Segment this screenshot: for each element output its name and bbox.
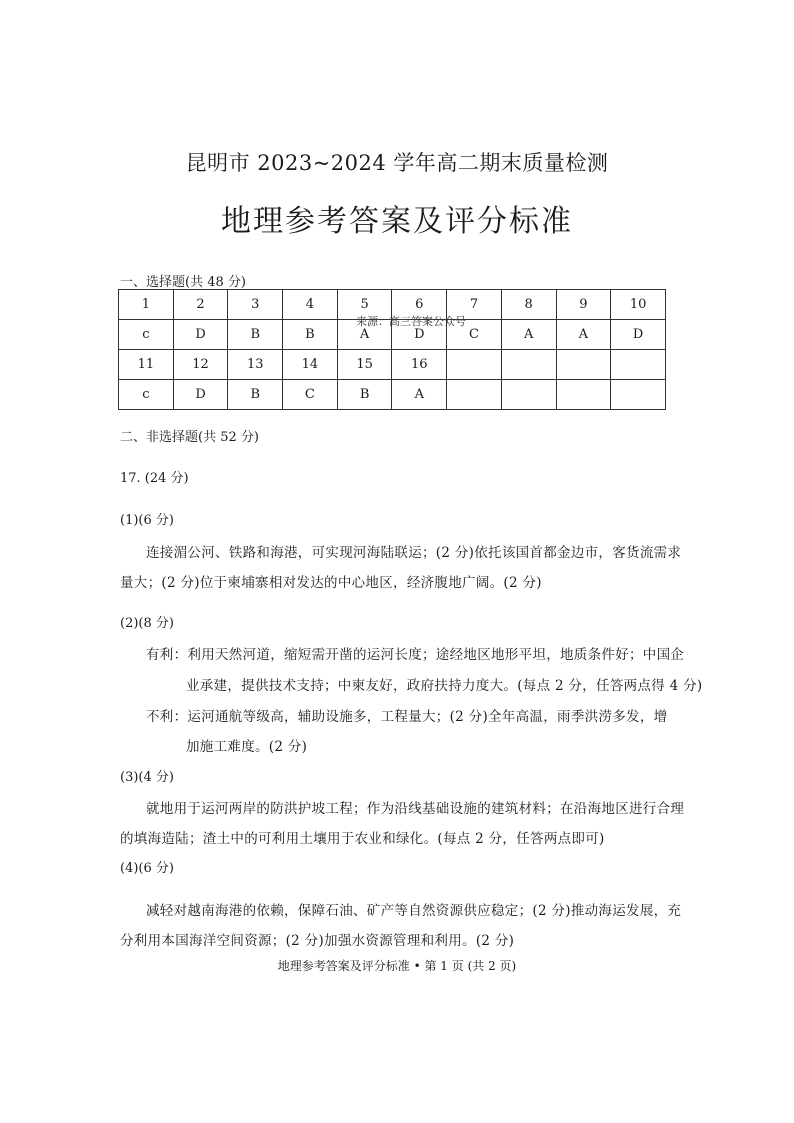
question-number: 1 (119, 290, 174, 320)
section-heading-nonchoice: 二、非选择题(共 52 分) (120, 430, 259, 445)
part-2-label: (2)(8 分) (120, 616, 174, 631)
section-heading-choice: 一、选择题(共 48 分) (120, 275, 246, 290)
part-4-text-line: 减轻对越南海港的依赖，保障石油、矿产等自然资源供应稳定；(2 分)推动海运发展，充 (146, 903, 682, 919)
answer-cell: C (447, 320, 502, 350)
answer-table (118, 289, 666, 410)
question-number: 15 (337, 350, 392, 380)
part-2-disadvantages-line: 加施工难度。(2 分) (186, 739, 308, 755)
empty-cell (611, 350, 666, 380)
question-17-label: 17. (24 分) (120, 471, 189, 486)
answer-cell: D (173, 320, 228, 350)
empty-cell (556, 380, 611, 410)
question-number: 12 (173, 350, 228, 380)
answer-cell: A (337, 320, 392, 350)
document-title: 地理参考答案及评分标准 (221, 204, 573, 239)
question-number: 8 (501, 290, 556, 320)
question-number: 11 (119, 350, 174, 380)
part-1-text-line: 量大；(2 分)位于柬埔寨相对发达的中心地区，经济腹地广阔。(2 分) (120, 575, 542, 591)
answer-cell: D (611, 320, 666, 350)
table-row (119, 380, 666, 410)
answer-cell: A (392, 380, 447, 410)
empty-cell (447, 350, 502, 380)
question-number: 9 (556, 290, 611, 320)
question-number: 10 (611, 290, 666, 320)
question-number: 4 (283, 290, 338, 320)
exam-title: 昆明市 2023~2024 学年高二期末质量检测 (185, 151, 609, 175)
question-number: 14 (283, 350, 338, 380)
part-2-disadvantages-line: 不利：运河通航等级高，辅助设施多，工程量大；(2 分)全年高温，雨季洪涝多发，增 (146, 709, 668, 725)
empty-cell (501, 380, 556, 410)
part-1-text-line: 连接湄公河、铁路和海港，可实现河海陆联运；(2 分)依托该国首都金边市，客货流需求 (146, 545, 682, 561)
answer-cell: A (501, 320, 556, 350)
answer-cell: c (119, 380, 174, 410)
part-4-label: (4)(6 分) (120, 861, 174, 876)
empty-cell (447, 380, 502, 410)
answer-cell: D (392, 320, 447, 350)
answer-cell: B (228, 320, 283, 350)
empty-cell (501, 350, 556, 380)
question-number: 6 (392, 290, 447, 320)
question-number: 3 (228, 290, 283, 320)
part-2-advantages-line: 有利：利用天然河道，缩短需开凿的运河长度；途经地区地形平坦，地质条件好；中国企 (146, 647, 685, 663)
part-3-label: (3)(4 分) (120, 770, 174, 785)
question-number: 7 (447, 290, 502, 320)
part-4-text-line: 分利用本国海洋空间资源；(2 分)加强水资源管理和利用。(2 分) (120, 933, 515, 949)
question-number: 2 (173, 290, 228, 320)
part-2-advantages-line: 业承建，提供技术支持；中柬友好，政府扶持力度大。(每点 2 分，任答两点得 4 分) (186, 678, 703, 694)
empty-cell (611, 380, 666, 410)
part-3-text-line: 就地用于运河两岸的防洪护坡工程；作为沿线基础设施的建筑材料；在沿海地区进行合理 (146, 801, 685, 817)
part-3-text-line: 的填海造陆；渣土中的可利用土壤用于农业和绿化。(每点 2 分，任答两点即可) (120, 831, 605, 847)
question-number: 16 (392, 350, 447, 380)
answer-cell: B (283, 320, 338, 350)
answer-cell: B (228, 380, 283, 410)
empty-cell (556, 350, 611, 380)
answer-cell: A (556, 320, 611, 350)
answer-cell: B (337, 380, 392, 410)
answer-cell: C (283, 380, 338, 410)
page-footer: 地理参考答案及评分标准 • 第 1 页 (共 2 页) (277, 959, 517, 973)
answer-cell: D (173, 380, 228, 410)
part-1-label: (1)(6 分) (120, 513, 174, 528)
watermark-text: 来源：高三答案公众号 (356, 315, 466, 328)
question-number: 5 (337, 290, 392, 320)
table-row (119, 350, 666, 380)
question-number: 13 (228, 350, 283, 380)
answer-cell: c (119, 320, 174, 350)
